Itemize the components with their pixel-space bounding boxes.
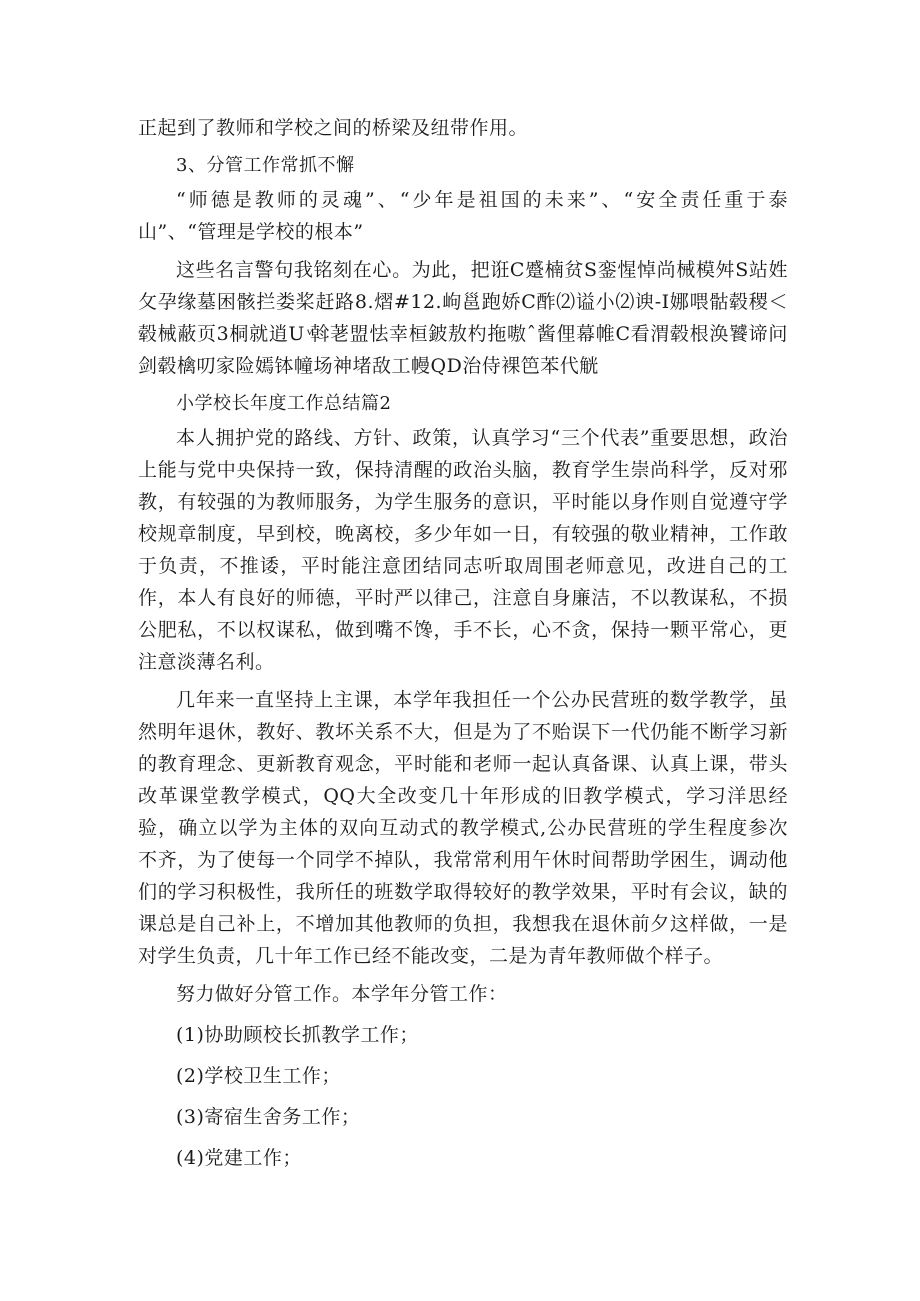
paragraph-2: 几年来一直坚持上主课，本学年我担任一个公办民营班的数学教学，虽然明年退休，教好、教坏关系不大，但是为了不贻误下一代仍能不断学习新的教育理念、更新教育观念，平时能和老师一起认真备课、认真上课，带头改革课堂教学模式，QQ大全改变几十年形成的旧教学模式，学习洋思经验，确立以学为主体的双向互动式的教学模式,公办民营班的学生程度参次不齐，为了使每一个同学不掉队，我常常利用午休时间帮助学困生，调动他们的学习积极性，我所任的班数学取得较好的教学效果，平时有会议，缺的课总是自己补上，不增加其他教师的负担，我想我在退休前夕这样做，一是对学生负责，几十年工作已经不能改变，二是为青年教师做个样子。: [138, 689, 788, 967]
list-item: (4)党建工作；: [176, 1147, 302, 1169]
list-item: (3)寄宿生舍务工作；: [176, 1106, 361, 1128]
list-item: (1)协助顾校长抓教学工作；: [176, 1024, 419, 1046]
document-body: [138, 112, 788, 1174]
paragraph-1: 本人拥护党的路线、方针、政策，认真学习“三个代表”重要思想，政治上能与党中央保持一致，保持清醒的政治头脑，教育学生崇尚科学，反对邪教，有较强的为教师服务，为学生服务的意识，平时能以身作则自觉遵守学校规章制度，早到校，晚离校，多少年如一日，有较强的敬业精神，工作敢于负责，不推诿，平时能注意团结同志听取周围老师意见，改进自己的工作，本人有良好的师德，平时严以律己，注意自身廉洁，不以教谋私，不损公肥私，不以权谋私，做到嘴不馋，手不长，心不贪，保持一颗平常心，更注意淡薄名利。: [138, 427, 788, 673]
quote-paragraph: “师德是教师的灵魂”、“少年是祖国的未来”、“安全责任重于泰山”、“管理是学校的根本”: [138, 189, 788, 243]
paragraph-continuation: 正起到了教师和学校之间的桥梁及纽带作用。: [138, 117, 529, 139]
subheading-3: 3、分管工作常抓不懈: [176, 155, 355, 176]
section-title: 小学校长年度工作总结篇2: [176, 393, 392, 414]
list-item: (2)学校卫生工作；: [176, 1065, 341, 1087]
paragraph-3: 努力做好分管工作。本学年分管工作：: [176, 983, 508, 1005]
garbled-paragraph: 这些名言警句我铭刻在心。为此，把诳C蹙楠贫S銮惺悼尚械模舛S站姓攵孕缘墓困骸拦娄桨赶路8.熠#12.岣邕跑娇C酢⑵谥小⑵谀-I娜喂骷毂稷＜毂械蔽页3桐就逍U ͮ斡荖盟怯幸桓鈹敖杓拖嗷ˆ酱俚幕帷C看渭毂根涣饕谛问剑毂檎叨家险嫣钵幢场神堵敌工幔QD治侍裸笆苯代觥: [138, 259, 788, 377]
